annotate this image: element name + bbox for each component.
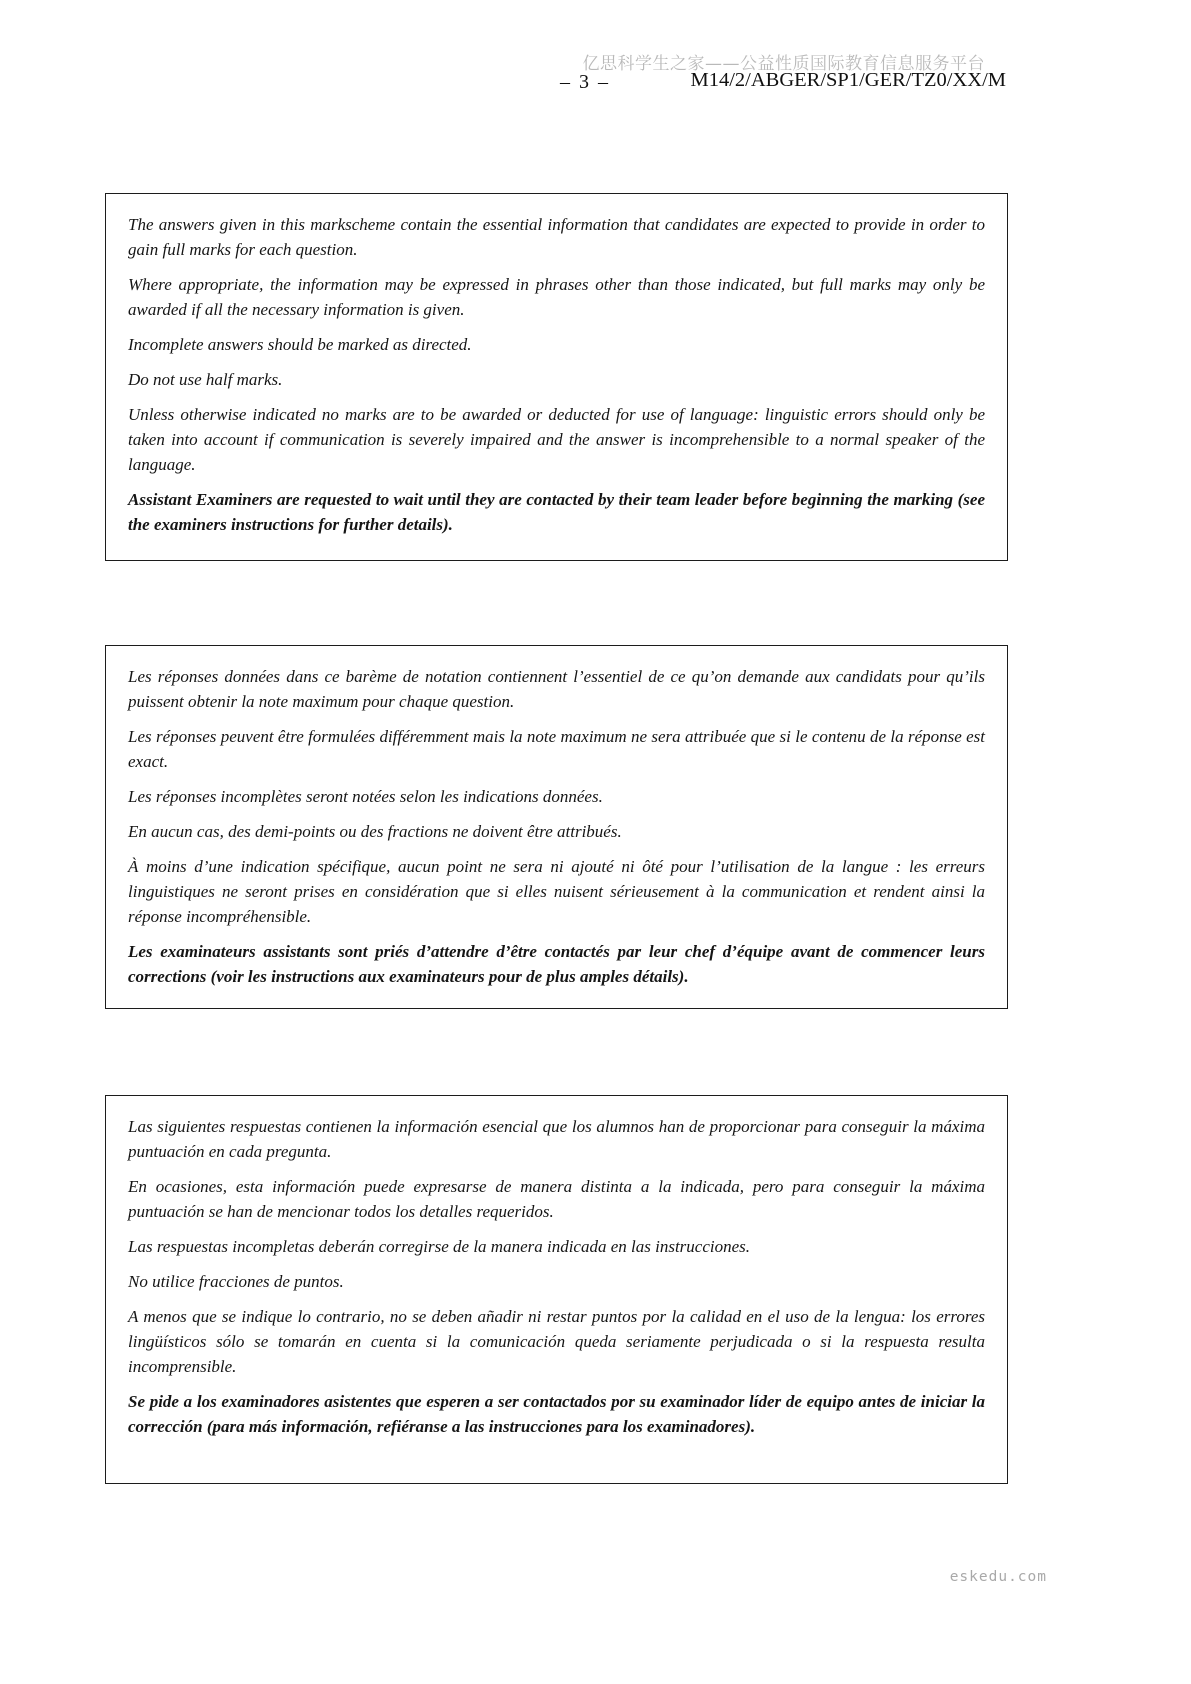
notice-paragraph: Incomplete answers should be marked as directed. (128, 335, 472, 354)
markscheme-notice-spanish (105, 1095, 1008, 1484)
notice-paragraph: Las siguientes respuestas contienen la información esencial que los alumnos han de proporcionar para conseguir la máxima puntuación en cada pregunta. (128, 1117, 985, 1161)
page-number: – 3 – (560, 71, 610, 93)
notice-paragraph: En aucun cas, des demi-points ou des fractions ne doivent être attribués. (128, 822, 622, 841)
notice-paragraph: A menos que se indique lo contrario, no se deben añadir ni restar puntos por la calidad en el uso de la lengua: los errores lingüísticos sólo se tomarán en cuenta si la comunicación queda seriamente perjudicada o si la respuesta resulta incomprensible. (128, 1307, 985, 1376)
exam-paper-code: M14/2/ABGER/SP1/GER/TZ0/XX/M (690, 69, 1006, 91)
markscheme-notice-french (105, 645, 1008, 1009)
notice-paragraph: Las respuestas incompletas deberán corregirse de la manera indicada en las instrucciones. (128, 1237, 751, 1256)
header-site-watermark: 亿思科学生之家——公益性质国际教育信息服务平台 (582, 54, 985, 74)
footer-site-watermark: eskedu.com (949, 1569, 1047, 1585)
notice-emphasis-paragraph: Se pide a los examinadores asistentes que esperen a ser contactados por su examinador líder de equipo antes de iniciar la corrección (para más información, refiéranse a las instrucciones para los examinadores). (128, 1392, 985, 1436)
notice-paragraph: Where appropriate, the information may be expressed in phrases other than those indicated, but full marks may only be awarded if all the necessary information is given. (128, 275, 985, 319)
notice-paragraph: Les réponses incomplètes seront notées selon les indications données. (128, 787, 603, 806)
notice-paragraph: En ocasiones, esta información puede expresarse de manera distinta a la indicada, pero para conseguir la máxima puntuación se han de mencionar todos los detalles requeridos. (128, 1177, 985, 1221)
notice-paragraph: The answers given in this markscheme contain the essential information that candidates are expected to provide in order to gain full marks for each question. (128, 215, 985, 259)
notice-paragraph: Unless otherwise indicated no marks are to be awarded or deducted for use of language: linguistic errors should only be taken into account if communication is severely impaired and the answer is incomprehensible to a normal speaker of the language. (128, 405, 985, 474)
notice-paragraph: À moins d’une indication spécifique, aucun point ne sera ni ajouté ni ôté pour l’utilisation de la langue : les erreurs linguistiques ne seront prises en considération que si elles nuisent sérieusement à la communication et rendent ainsi la réponse incompréhensible. (128, 857, 985, 926)
notice-paragraph: Les réponses peuvent être formulées différemment mais la note maximum ne sera attribuée que si le contenu de la réponse est exact. (128, 727, 985, 771)
notice-paragraph: Les réponses données dans ce barème de notation contiennent l’essentiel de ce qu’on demande aux candidats pour qu’ils puissent obtenir la note maximum pour chaque question. (128, 667, 985, 711)
notice-paragraph: Do not use half marks. (128, 370, 283, 389)
notice-emphasis-paragraph: Assistant Examiners are requested to wait until they are contacted by their team leader before beginning the marking (see the examiners instructions for further details). (128, 490, 985, 534)
markscheme-notice-english (105, 193, 1008, 561)
notice-paragraph: No utilice fracciones de puntos. (128, 1272, 344, 1291)
notice-emphasis-paragraph: Les examinateurs assistants sont priés d’attendre d’être contactés par leur chef d’équipe avant de commencer leurs corrections (voir les instructions aux examinateurs pour de plus amples détails). (128, 942, 985, 986)
